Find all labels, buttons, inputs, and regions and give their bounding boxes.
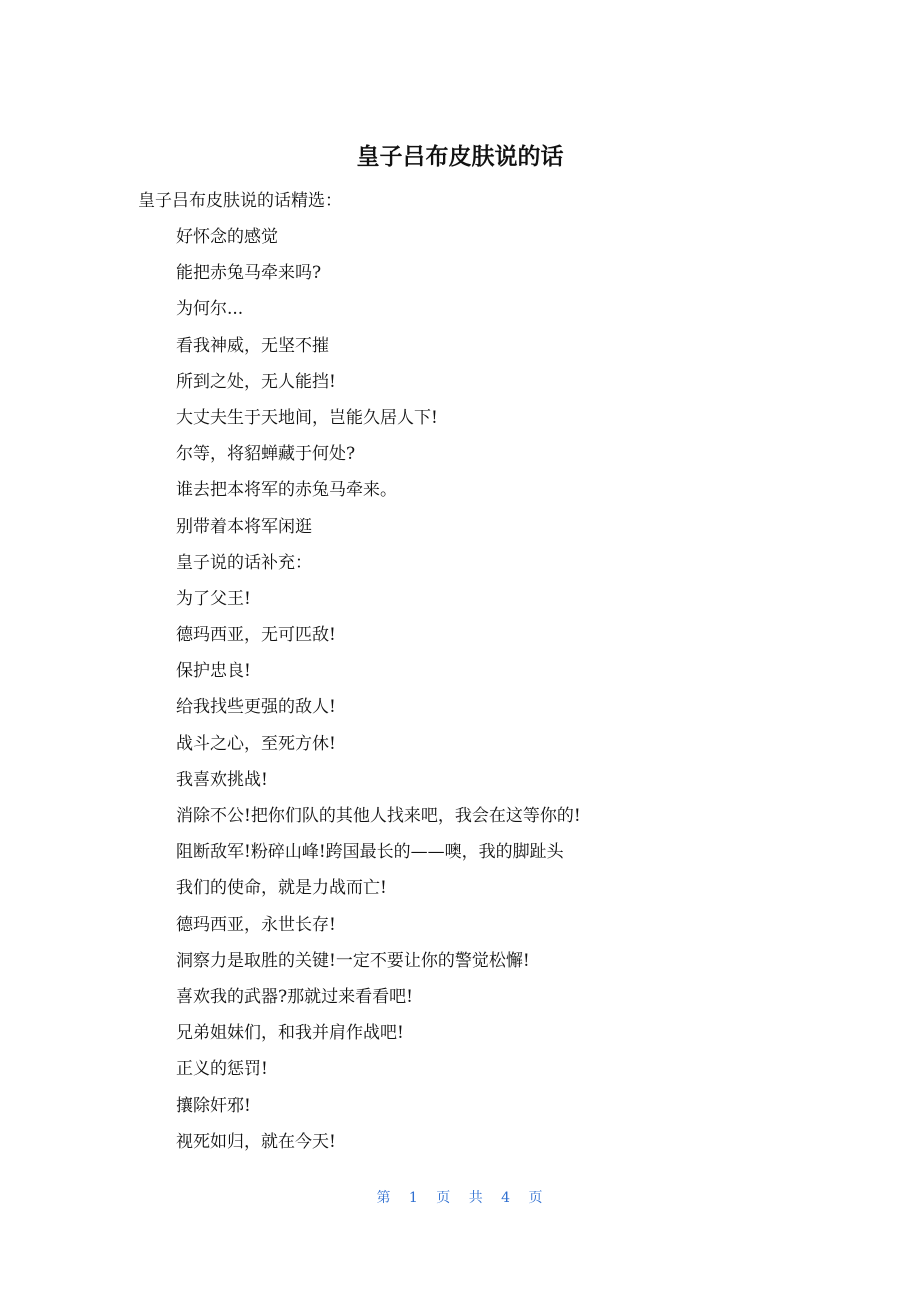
quote-line: 看我神威，无坚不摧 [176, 335, 329, 356]
quote-line: 阻断敌军!粉碎山峰!跨国最长的——噢，我的脚趾头 [176, 842, 564, 863]
quote-line: 攘除奸邪! [176, 1095, 251, 1116]
quote-line: 德玛西亚，永世长存! [176, 914, 336, 935]
quote-line: 所到之处，无人能挡! [176, 371, 336, 392]
quote-line: 保护忠良! [176, 661, 251, 682]
quote-line: 德玛西亚，无可匹敌! [176, 625, 336, 646]
section-heading: 皇子说的话补充： [176, 552, 312, 573]
quote-line: 谁去把本将军的赤兔马牵来。 [176, 480, 397, 501]
quote-line: 为何尔... [176, 299, 244, 320]
quote-line: 喜欢我的武器?那就过来看看吧! [176, 986, 413, 1007]
quote-line: 视死如归，就在今天! [176, 1131, 336, 1152]
document-title: 皇子吕布皮肤说的话 [356, 144, 564, 170]
quote-line: 别带着本将军闲逛 [176, 516, 312, 537]
quote-line: 好怀念的感觉 [176, 227, 278, 247]
page-number-footer: 第 1 页 共 4 页 [376, 1190, 544, 1206]
quote-list [176, 222, 581, 1163]
quote-line: 战斗之心，至死方休! [176, 733, 336, 754]
quote-line: 给我找些更强的敌人! [176, 697, 336, 718]
quote-line: 为了父王! [176, 588, 251, 609]
quote-line: 能把赤兔马牵来吗? [176, 263, 322, 284]
quote-line: 兄弟姐妹们，和我并肩作战吧! [176, 1023, 404, 1044]
quote-line: 我们的使命，就是力战而亡! [176, 878, 387, 899]
quote-line: 我喜欢挑战! [176, 769, 268, 790]
intro-line: 皇子吕布皮肤说的话精选： [138, 191, 342, 211]
quote-line: 大丈夫生于天地间，岂能久居人下! [176, 407, 438, 428]
quote-line: 正义的惩罚! [176, 1059, 268, 1080]
quote-line: 尔等，将貂蝉藏于何处? [176, 444, 356, 465]
quote-line: 消除不公!把你们队的其他人找来吧，我会在这等你的! [176, 806, 581, 826]
quote-line: 洞察力是取胜的关键!一定不要让你的警觉松懈! [176, 950, 530, 971]
